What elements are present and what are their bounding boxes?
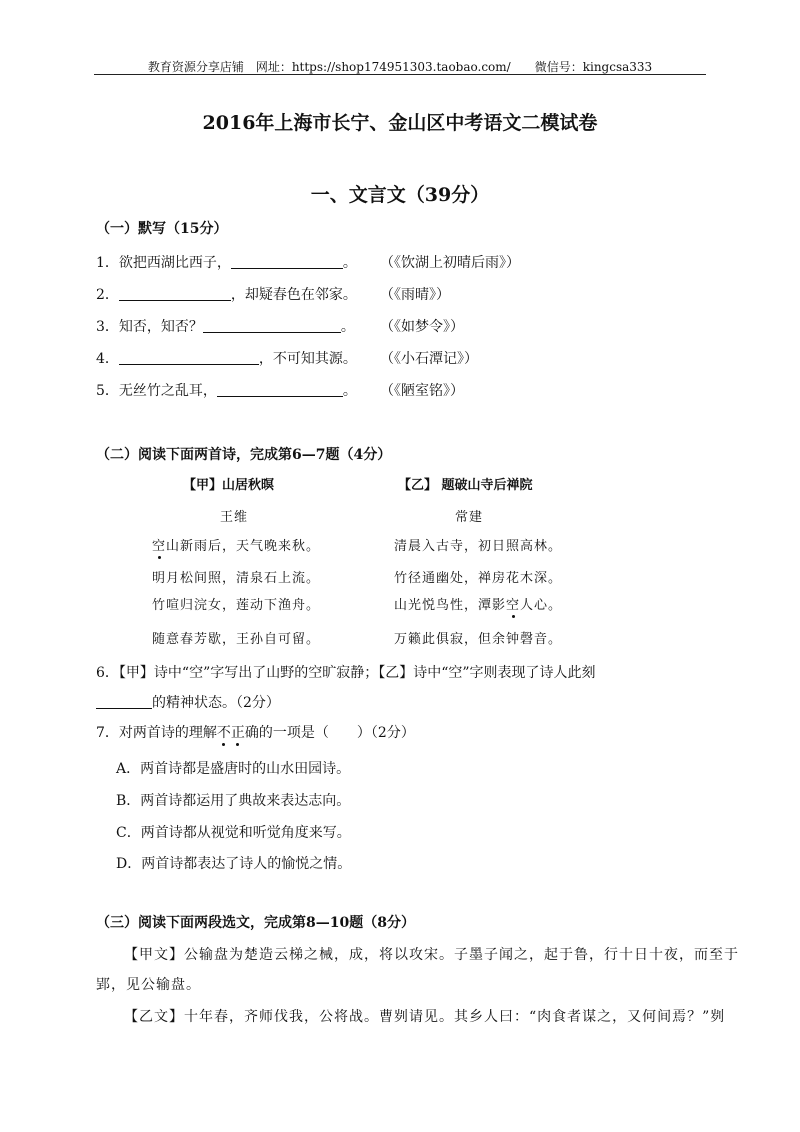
poem-a-author: 王维 <box>220 510 249 525</box>
question-7-suffix: 确的一项是（ ）（2分） <box>244 725 415 741</box>
part1-heading: （一）默写（15分） <box>96 221 228 237</box>
poem-b-line-2: 竹径通幽处，禅房花木深。 <box>394 571 563 586</box>
answer-blank[interactable] <box>119 350 259 365</box>
item-prompt: 4． <box>96 351 119 367</box>
dictation-item-1 <box>96 252 357 272</box>
option-a[interactable]: A．两首诗都是盛唐时的山水田园诗。 <box>116 761 351 777</box>
dictation-item-2 <box>96 284 357 304</box>
poem-b-author: 常建 <box>455 510 484 525</box>
dictation-item-5 <box>96 380 357 400</box>
question-6-suffix: 的精神状态。（2分） <box>152 695 280 711</box>
question-6-cont <box>96 692 280 712</box>
dictation-item-3 <box>96 316 355 336</box>
source-5: （《陋室铭》） <box>380 383 464 399</box>
question-6: 6．【甲】诗中“空”字写出了山野的空旷寂静；【乙】诗中“空”字则表现了诗人此刻 <box>96 665 596 681</box>
page-header: 教育资源分享店铺 网址：https://shop174951303.taobao.com/ 微信号：kingcsa333 <box>147 60 653 74</box>
answer-blank[interactable] <box>217 382 343 397</box>
item-prompt: 2． <box>96 287 119 303</box>
poem-b-line-3-b: 人心。 <box>520 598 563 613</box>
section-title: 一、文言文（39分） <box>310 184 490 206</box>
item-suffix: 。 <box>342 383 357 399</box>
passage-a-line-2: 郢，见公输盘。 <box>96 977 201 993</box>
source-4: （《小石潭记》） <box>380 351 478 367</box>
source-1: （《饮湖上初晴后雨》） <box>380 255 520 271</box>
source-3: （《如梦令》） <box>380 319 464 335</box>
passage-b-line-1: 【乙文】十年春，齐师伐我，公将战。曹刿请见。其乡人曰：“肉食者谋之，又何间焉？”刿 <box>124 1009 726 1025</box>
poem-a-line-4: 随意春芳歇，王孙自可留。 <box>152 632 321 647</box>
poem-a-line-1 <box>152 535 320 554</box>
item-suffix: 。 <box>340 319 355 335</box>
part3-heading: （三）阅读下面两段选文，完成第8—10题（8分） <box>96 915 415 931</box>
source-2: （《雨晴》） <box>380 287 450 303</box>
option-b[interactable]: B．两首诗都运用了典故来表达志向。 <box>116 793 351 809</box>
passage-a-line-1: 【甲文】公输盘为楚造云梯之械，成，将以攻宋。子墨子闻之，起于鲁，行十日十夜，而至于 <box>124 947 739 963</box>
part2-heading: （二）阅读下面两首诗，完成第6—7题（4分） <box>96 447 392 463</box>
item-prompt: 5．无丝竹之乱耳， <box>96 383 217 399</box>
poem-a-line-3: 竹喧归浣女，莲动下渔舟。 <box>152 598 321 613</box>
answer-blank[interactable] <box>119 286 231 301</box>
answer-blank[interactable] <box>231 254 343 269</box>
question-7-prefix: 7．对两首诗的理解 <box>96 725 217 741</box>
poem-a-title: 【甲】山居秋暝 <box>183 478 275 493</box>
poem-b-line-3-a: 山光悦鸟性，潭影 <box>394 598 507 613</box>
answer-blank[interactable] <box>203 318 341 333</box>
emphasis-char: 不 <box>216 725 231 741</box>
poem-a-line-2: 明月松间照，清泉石上流。 <box>152 571 321 586</box>
poem-b-line-4: 万籁此俱寂，但余钟磬音。 <box>394 632 563 647</box>
poem-b-line-1: 清晨入古寺，初日照高林。 <box>394 539 563 554</box>
item-suffix: ，却疑春色在邻家。 <box>230 287 357 303</box>
document-title: 2016年上海市长宁、金山区中考语文二模试卷 <box>202 112 598 134</box>
item-prompt: 3．知否，知否？ <box>96 319 203 335</box>
emphasis-char: 正 <box>230 725 245 741</box>
dictation-item-4 <box>96 348 357 368</box>
option-d[interactable]: D．两首诗都表达了诗人的愉悦之情。 <box>116 856 352 872</box>
emphasis-char: 空 <box>506 598 521 613</box>
question-7 <box>96 722 415 742</box>
header-divider <box>94 74 706 75</box>
poem-a-line-1-rest: 山新雨后，天气晚来秋。 <box>166 539 321 554</box>
item-suffix: ，不可知其源。 <box>258 351 357 367</box>
option-c[interactable]: C．两首诗都从视觉和听觉角度来写。 <box>116 825 351 841</box>
poem-b-title: 【乙】 题破山寺后禅院 <box>398 478 533 493</box>
item-prompt: 1．欲把西湖比西子， <box>96 255 231 271</box>
poem-b-line-3 <box>394 594 562 613</box>
item-suffix: 。 <box>342 255 357 271</box>
emphasis-char: 空 <box>152 539 167 554</box>
answer-blank[interactable] <box>96 694 152 709</box>
